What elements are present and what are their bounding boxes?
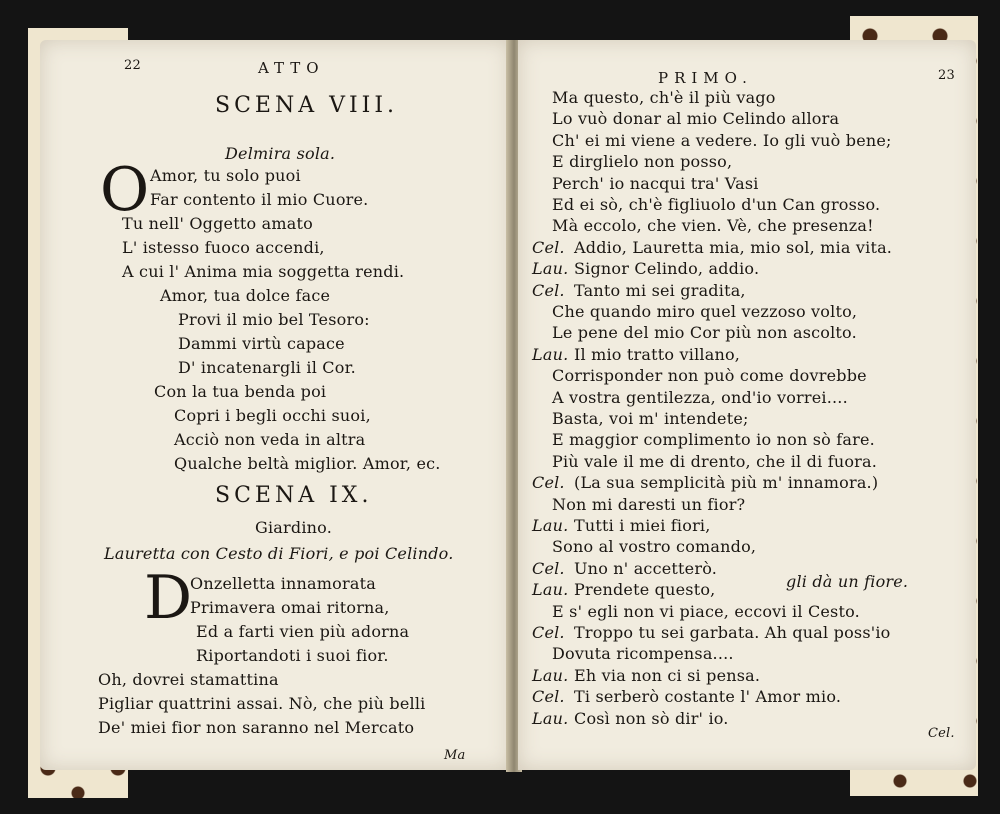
catchword-right: Cel. <box>928 726 955 741</box>
drop-cap-o: O <box>100 155 150 225</box>
dialogue-line: Uno n' accetterò. <box>574 558 718 578</box>
verse-line: Amor, tua dolce face <box>160 286 331 305</box>
verse-line: Primavera omai ritorna, <box>190 598 390 617</box>
verse-line: Qualche beltà miglior. Amor, ec. <box>174 454 441 473</box>
verse-line: De' miei fior non saranno nel Mercato <box>98 718 415 737</box>
verse-line: Oh, dovrei stamattina <box>98 670 279 689</box>
verse-line: Onzelletta innamorata <box>190 574 376 593</box>
dialogue-line: Lo vuò donar al mio Celindo allora <box>552 109 840 129</box>
dialogue-line: Più vale il me di drento, che il di fuora. <box>552 451 878 471</box>
dialogue-line: Ma questo, ch'è il più vago <box>552 88 776 107</box>
dialogue-line: A vostra gentilezza, ond'io vorrei.... <box>552 387 848 407</box>
verse-line: Far contento il mio Cuore. <box>150 190 369 209</box>
scene-cast-ix: Lauretta con Cesto di Fiori, e poi Celindo. <box>104 544 454 563</box>
dialogue-line: E maggior complimento io non sò fare. <box>552 430 875 450</box>
dialogue-line: Troppo tu sei garbata. Ah qual poss'io <box>574 623 891 642</box>
speaker-label: Cel. <box>532 558 565 578</box>
dialogue-line: Ch' ei mi viene a vedere. Io gli vuò bene; <box>552 130 892 150</box>
verse-line: Ed a farti vien più adorna <box>196 622 410 641</box>
verse-line: Pigliar quattrini assai. Nò, che più belli <box>98 694 426 713</box>
verse-line: Provi il mio bel Tesoro: <box>178 310 370 329</box>
running-head-left: ATTO <box>258 59 325 77</box>
dialogue-line: Tutti i miei fiori, <box>574 516 711 535</box>
page-number-right: 23 <box>938 68 955 83</box>
verse-line: Copri i begli occhi suoi, <box>174 406 371 425</box>
catchword-left: Ma <box>444 748 466 763</box>
scene-setting: Giardino. <box>255 518 332 537</box>
dialogue-line: Non mi daresti un fior? <box>552 494 746 514</box>
speaker-label: Lau. <box>532 259 569 279</box>
dialogue-line: Corrisponder non può come dovrebbe <box>552 366 867 386</box>
verse-line: A cui l' Anima mia soggetta rendi. <box>122 262 405 281</box>
speaker-label: Lau. <box>532 580 569 600</box>
speaker-label: Lau. <box>532 344 569 364</box>
dialogue-line: Che quando miro quel vezzoso volto, <box>552 302 858 321</box>
verse-line: Dammi virtù capace <box>178 334 345 353</box>
speaker-label: Cel. <box>532 687 565 707</box>
dialogue-line: E s' egli non vi piace, eccovi il Cesto. <box>552 601 860 621</box>
page-number-left: 22 <box>124 58 141 73</box>
dialogue-line: Ti serberò costante l' Amor mio. <box>574 687 842 707</box>
dialogue-line: E dirglielo non posso, <box>552 152 733 172</box>
dialogue-line: (La sua semplicità più m' innamora.) <box>574 473 879 493</box>
dialogue-line: Il mio tratto villano, <box>574 344 741 364</box>
scene-title-viii: SCENA VIII. <box>215 93 399 118</box>
verse-line: Acciò non veda in altra <box>174 430 366 449</box>
dialogue-line: Così non sò dir' io. <box>574 708 729 728</box>
dialogue-line: Addio, Lauretta mia, mio sol, mia vita. <box>574 237 893 257</box>
drop-cap-d: D <box>144 563 193 633</box>
verse-line: Tu nell' Oggetto amato <box>122 214 313 233</box>
verse-line: L' istesso fuoco accendi, <box>122 238 325 257</box>
dialogue-line: Perch' io nacqui tra' Vasi <box>552 173 759 193</box>
stage-direction: gli dà un fiore. <box>786 572 909 591</box>
dialogue-line: Mà eccolo, che vien. Vè, che presenza! <box>552 216 874 236</box>
verse-line: Riportandoti i suoi fior. <box>196 646 389 665</box>
speaker-label: Lau. <box>532 665 569 685</box>
verse-line: Amor, tu solo puoi <box>150 166 301 185</box>
dialogue-line: Tanto mi sei gradita, <box>574 280 746 300</box>
dialogue-line: Basta, voi m' intendete; <box>552 409 749 428</box>
scene-title-ix: SCENA IX. <box>215 483 373 508</box>
speaker-label: Lau. <box>532 516 569 535</box>
verse-line: Con la tua benda poi <box>154 382 327 401</box>
scene-cast-viii: Delmira sola. <box>225 144 336 163</box>
dialogue-line: Dovuta ricompensa.... <box>552 644 734 664</box>
speaker-label: Cel. <box>532 623 565 642</box>
speaker-label: Cel. <box>532 473 565 493</box>
dialogue-line: Prendete questo, <box>574 580 716 600</box>
dialogue-line: Ed ei sò, ch'è figliuolo d'un Can grosso. <box>552 195 881 214</box>
verse-line: D' incatenargli il Cor. <box>178 358 356 377</box>
speaker-label: Cel. <box>532 237 565 257</box>
running-head-right: PRIMO. <box>658 69 753 87</box>
speaker-label: Cel. <box>532 280 565 300</box>
dialogue-line: Sono al vostro comando, <box>552 537 757 557</box>
dialogue-line: Signor Celindo, addio. <box>574 259 760 279</box>
speaker-label: Lau. <box>532 708 569 728</box>
left-page <box>40 40 510 770</box>
dialogue-line: Eh via non ci si pensa. <box>574 665 761 685</box>
dialogue-line: Le pene del mio Cor più non ascolto. <box>552 323 857 343</box>
right-page <box>518 40 976 770</box>
